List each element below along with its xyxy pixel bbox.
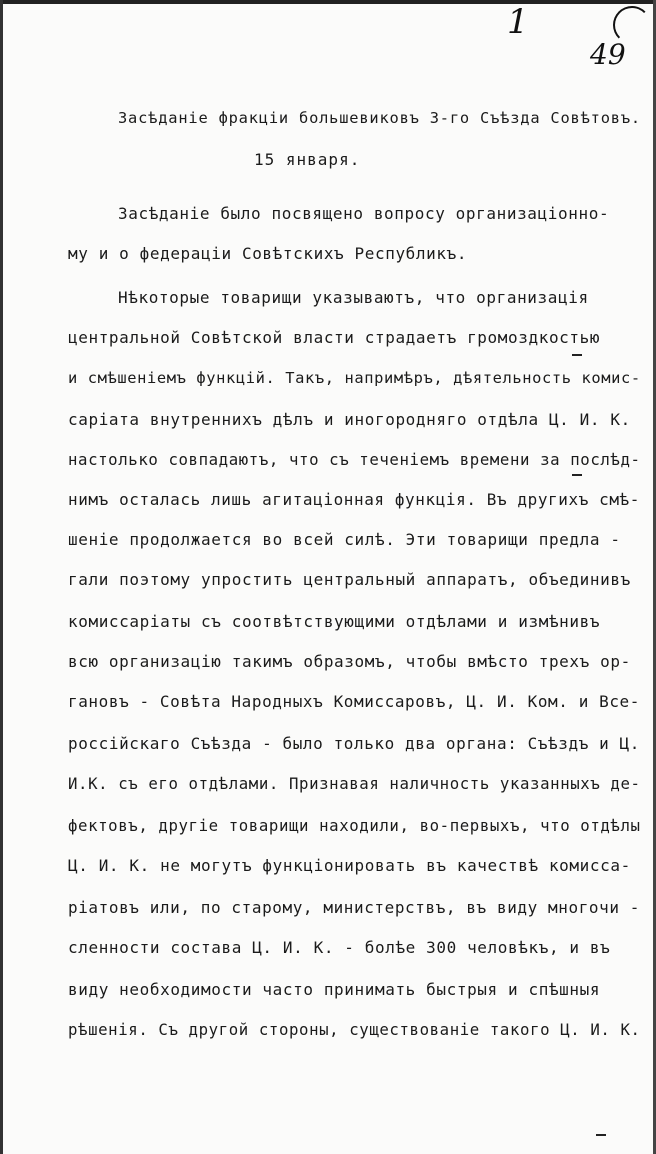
body-line: гали поэтому упростить центральный аппаратъ, объединивъ [68, 570, 631, 589]
body-line: центральной Совѣтской власти страдаетъ громоздкостью [68, 328, 601, 347]
body-line: шеніе продолжается во всей силѣ. Эти товарищи предла - [68, 530, 621, 549]
body-line: россійскаго Съѣзда - было только два органа: Съѣздъ и Ц. [68, 734, 640, 753]
document-date: 15 января. [254, 150, 361, 169]
body-line: фектовъ, другіе товарищи находили, во-первыхъ, что отдѣлы [68, 816, 641, 835]
body-line: сленности состава Ц. И. К. - болѣе 300 человѣкъ, и въ [68, 938, 611, 957]
scan-border-top [0, 0, 656, 4]
body-line: всю организацію такимъ образомъ, чтобы вмѣсто трехъ ор- [68, 652, 631, 671]
body-line: гановъ - Совѣта Народныхъ Комиссаровъ, Ц. И. Ком. и Все- [68, 692, 640, 711]
body-line: и смѣшеніемъ функцій. Такъ, напримѣръ, дѣятельность комис- [68, 369, 641, 387]
handwritten-mark: 1 [507, 2, 529, 42]
body-line: рѣшенія. Съ другой стороны, существованіе такого Ц. И. К. [68, 1020, 641, 1039]
margin-tick [572, 354, 582, 356]
margin-tick [596, 1134, 606, 1136]
body-line: виду необходимости часто принимать быстрыя и спѣшныя [68, 980, 601, 999]
document-title: Засѣданіе фракціи большевиковъ 3-го Съѣзда Совѣтовъ. [118, 109, 641, 127]
body-line: Засѣданіе было посвящено вопросу организаціонно- [118, 204, 610, 223]
body-line: Ц. И. К. не могутъ функціонировать въ качествѣ комисса- [68, 856, 631, 875]
margin-tick [572, 474, 582, 476]
body-line: саріата внутреннихъ дѣлъ и иногородняго отдѣла Ц. И. К. [68, 410, 631, 429]
body-line: нимъ осталась лишь агитаціонная функція. Въ другихъ смѣ- [68, 490, 640, 509]
body-line: настолько совпадаютъ, что съ теченіемъ времени за послѣд- [68, 450, 641, 469]
scan-border-left [0, 0, 3, 1154]
body-line: комиссаріаты съ соотвѣтствующими отдѣлами и измѣнивъ [68, 612, 601, 631]
body-line: Нѣкоторые товарищи указываютъ, что организація [118, 288, 589, 307]
body-line: И.К. съ его отдѣлами. Признавая наличность указанныхъ де- [68, 774, 641, 793]
body-line: ріатовъ или, по старому, министерствъ, въ виду многочи - [68, 898, 640, 917]
folio-number: 49 [590, 38, 626, 71]
body-line: му и о федераціи Совѣтскихъ Республикъ. [68, 244, 468, 263]
